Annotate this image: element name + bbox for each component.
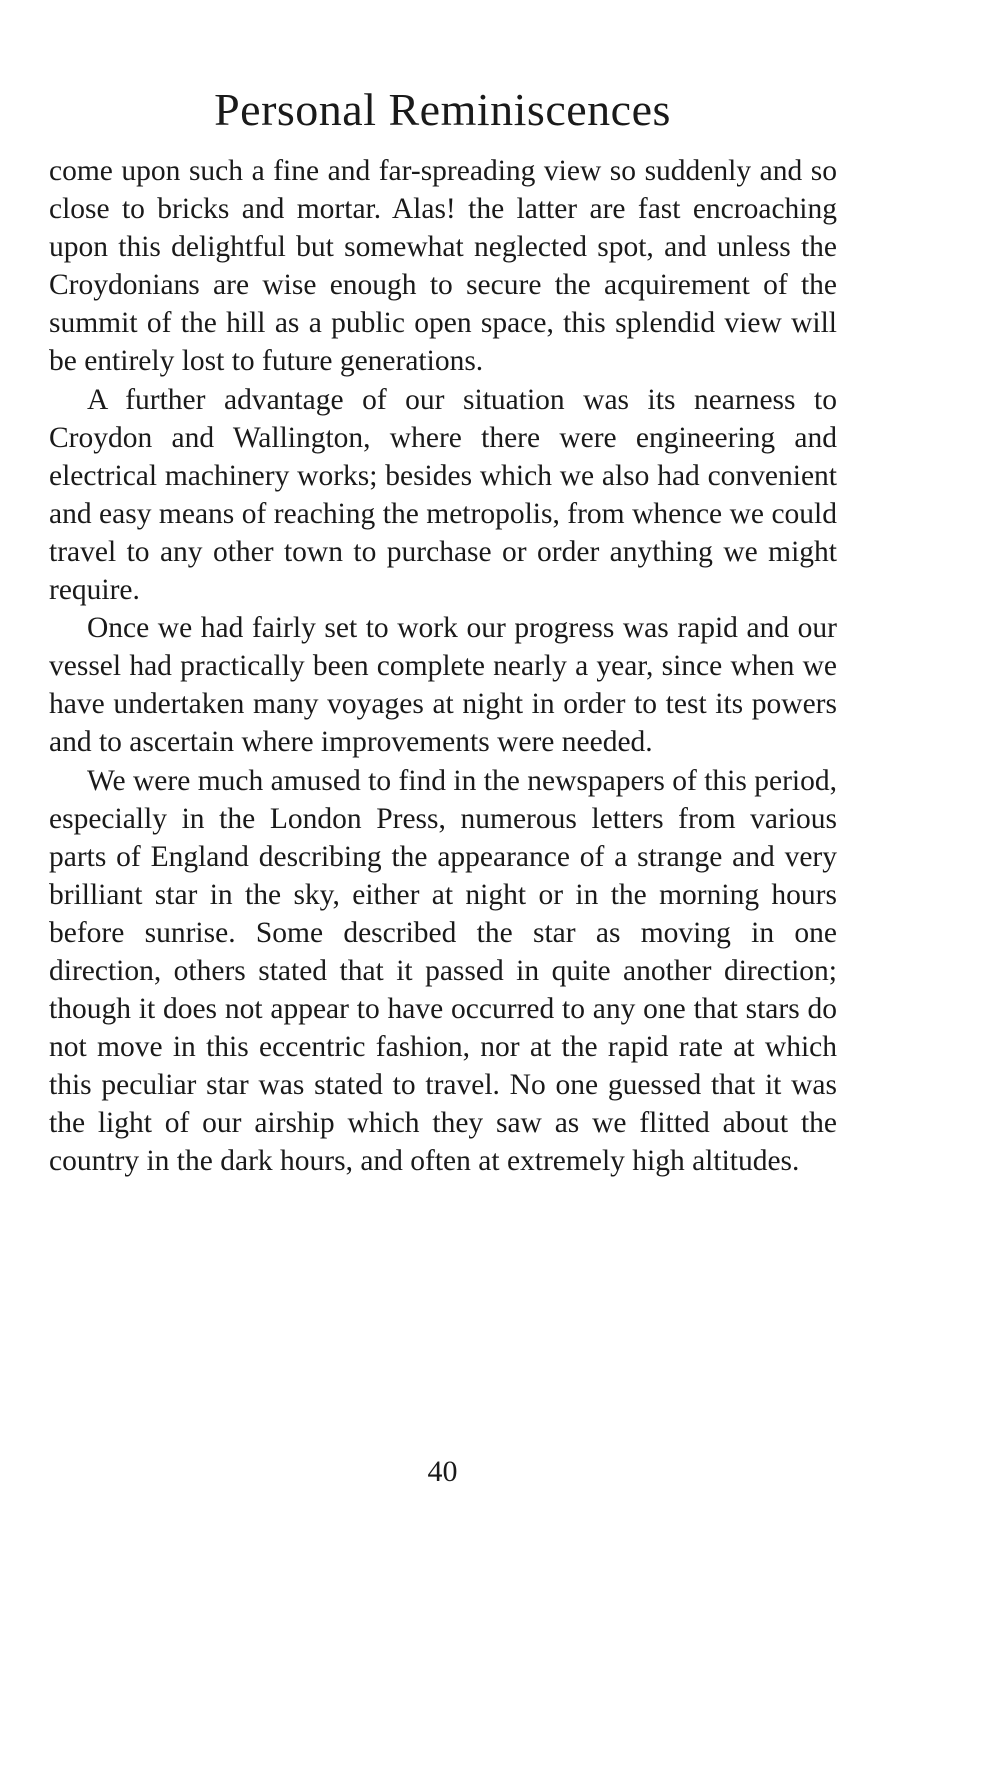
running-title: Personal Reminiscences xyxy=(214,84,671,135)
page-number: 40 xyxy=(427,1455,458,1488)
paragraph: Once we had fairly set to work our progress was rapid and our vessel had practically been complete nearly a year, since when we have undertaken many voyages at night in order to test its powers and to ascertain where improvements were needed. xyxy=(49,612,837,759)
body-text xyxy=(49,152,837,1181)
paragraph: We were much amused to find in the newspapers of this period, especially in the London Press, numerous letters from various parts of England describing the appearance of a strange and very brilliant star in the sky, either at night or in the morning hours before sunrise. Some described the star as moving in one direction, others stated that it passed in quite another direction; though it does not appear to have occurred to any one that stars do not move in this eccentric fashion, nor at the rapid rate at which this peculiar star was stated to travel. No one guessed that it was the light of our airship which they saw as we flitted about the country in the dark hours, and often at extremely high altitudes. xyxy=(49,764,837,1178)
paragraph-continuation: come upon such a fine and far-spreading view so suddenly and so close to bricks and mortar. Alas! the latter are fast encroaching upon this delightful but somewhat neglected spot, and unless the Croydonians are wise enough to secure the acquirement of the summit of the hill as a public open space, this splendid view will be entirely lost to future generations. xyxy=(49,155,837,378)
paragraph: A further advantage of our situation was its nearness to Croydon and Wallington, where there were engineering and electrical machinery works; besides which we also had convenient and easy means of reaching the metropolis, from whence we could travel to any other town to purchase or order anything we might require. xyxy=(49,383,837,607)
